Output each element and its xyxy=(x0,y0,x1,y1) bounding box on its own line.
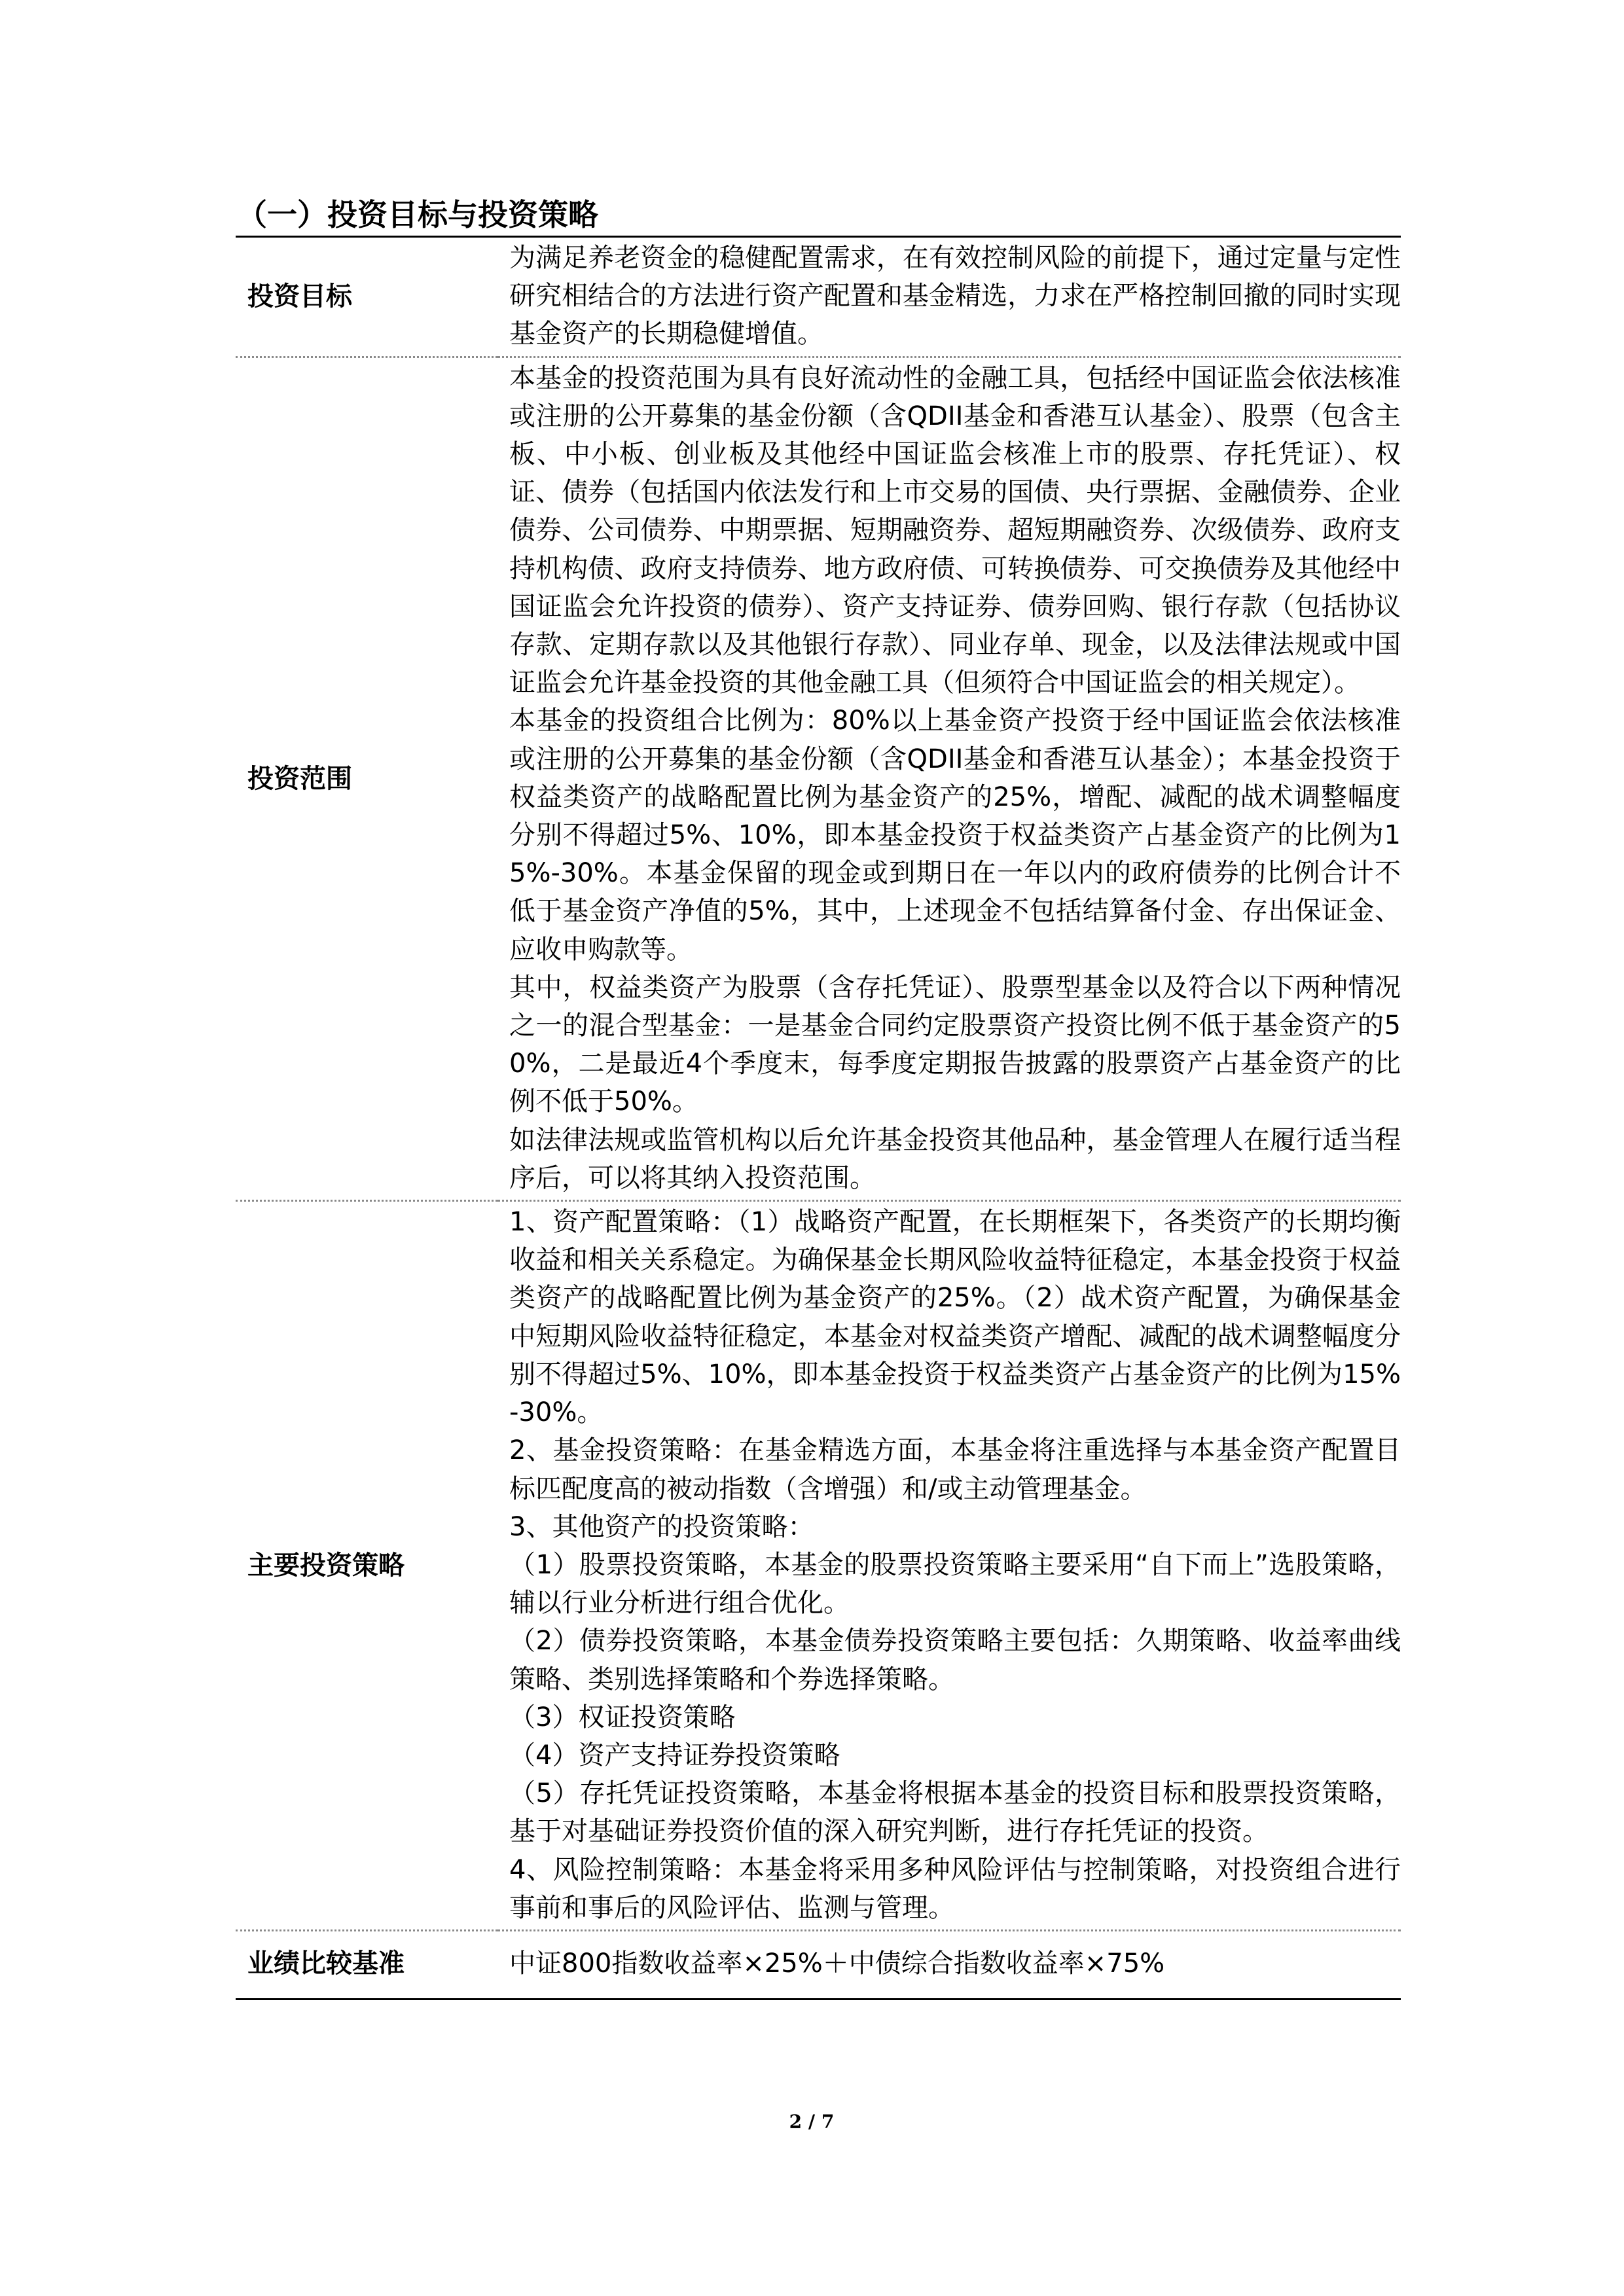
row-label: 主要投资策略 xyxy=(247,1551,405,1581)
row-content xyxy=(497,1930,1401,1999)
paragraph: 本基金的投资组合比例为：80%以上基金资产投资于经中国证监会依法核准或注册的公开募集的基金份额（含QDII基金和香港互认基金）；本基金投资于权益类资产的战略配置比例为基金资产的25%，增配、减配的战术调整幅度分别不得超过5%、10%，即本基金投资于权益类资产占基金资产的比例为15%-30%。本基金保留的现金或到期日在一年以内的政府债券的比例合计不低于基金资产净值的5%，其中，上述现金不包括结算备付金、存出保证金、应收申购款等。 xyxy=(509,706,1401,965)
row-label: 投资范围 xyxy=(247,763,352,794)
paragraph: 本基金的投资范围为具有良好流动性的金融工具，包括经中国证监会依法核准或注册的公开募集的基金份额（含QDII基金和香港互认基金）、股票（包含主板、中小板、创业板及其他经中国证监会核准上市的股票、存托凭证）、权证、债券（包括国内依法发行和上市交易的国债、央行票据、金融债券、企业债券、公司债券、中期票据、短期融资券、超短期融资券、次级债券、政府支持机构债、政府支持债券、地方政府债、可转换债券、可交换债券及其他经中国证监会允许投资的债券）、资产支持证券、债券回购、银行存款（包括协议存款、定期存款以及其他银行存款）、同业存单、现金，以及法律法规或中国证监会允许基金投资的其他金融工具（但须符合中国证监会的相关规定）。 xyxy=(509,363,1401,698)
paragraph: 其中，权益类资产为股票（含存托凭证）、股票型基金以及符合以下两种情况之一的混合型基金：一是基金合同约定股票资产投资比例不低于基金资产的50%，二是最近4个季度末，每季度定期报告披露的股票资产占基金资产的比例不低于50%。 xyxy=(509,972,1401,1117)
row-content xyxy=(497,1201,1401,1931)
paragraph: （1）股票投资策略，本基金的股票投资策略主要采用“自下而上”选股策略，辅以行业分析进行组合优化。 xyxy=(509,1549,1401,1619)
paragraph: 1、资产配置策略：（1）战略资产配置，在长期框架下，各类资产的长期均衡收益和相关关系稳定。为确保基金长期风险收益特征稳定，本基金投资于权益类资产的战略配置比例为基金资产的25%。（2）战术资产配置，为确保基金中短期风险收益特征稳定，本基金对权益类资产增配、减配的战术调整幅度分别不得超过5%、10%，即本基金投资于权益类资产占基金资产的比例为15%-30%。 xyxy=(509,1207,1401,1428)
table-row-investment-strategy xyxy=(236,1201,1401,1931)
row-content xyxy=(497,357,1401,1200)
paragraph: 中证800指数收益率×25%＋中债综合指数收益率×75% xyxy=(509,1948,1165,1979)
table-row-investment-objective xyxy=(236,237,1401,357)
row-content xyxy=(497,237,1401,357)
row-label: 投资目标 xyxy=(247,281,352,312)
paragraph: （5）存托凭证投资策略，本基金将根据本基金的投资目标和股票投资策略，基于对基础证券投资价值的深入研究判断，进行存托凭证的投资。 xyxy=(509,1778,1401,1847)
paragraph: （3）权证投资策略 xyxy=(509,1702,736,1732)
paragraph: 2、基金投资策略：在基金精选方面，本基金将注重选择与本基金资产配置目标匹配度高的被动指数（含增强）和/或主动管理基金。 xyxy=(509,1435,1401,1504)
fund-info-table xyxy=(236,236,1401,2000)
paragraph: （4）资产支持证券投资策略 xyxy=(509,1740,840,1770)
paragraph: （2）债券投资策略，本基金债券投资策略主要包括：久期策略、收益率曲线策略、类别选择策略和个券选择策略。 xyxy=(509,1626,1401,1695)
paragraph: 4、风险控制策略：本基金将采用多种风险评估与控制策略，对投资组合进行事前和事后的风险评估、监测与管理。 xyxy=(509,1854,1401,1923)
page-number: 2 / 7 xyxy=(789,2111,835,2132)
paragraph: 3、其他资产的投资策略： xyxy=(509,1511,814,1542)
table-row-benchmark xyxy=(236,1930,1401,1999)
section-title: （一）投资目标与投资策略 xyxy=(237,197,598,232)
row-label: 业绩比较基准 xyxy=(247,1948,405,1979)
table-row-investment-scope xyxy=(236,357,1401,1200)
paragraph: 如法律法规或监管机构以后允许基金投资其他品种，基金管理人在履行适当程序后，可以将其纳入投资范围。 xyxy=(509,1124,1401,1193)
paragraph: 为满足养老资金的稳健配置需求，在有效控制风险的前提下，通过定量与定性研究相结合的方法进行资产配置和基金精选，力求在严格控制回撤的同时实现基金资产的长期稳健增值。 xyxy=(509,243,1401,350)
